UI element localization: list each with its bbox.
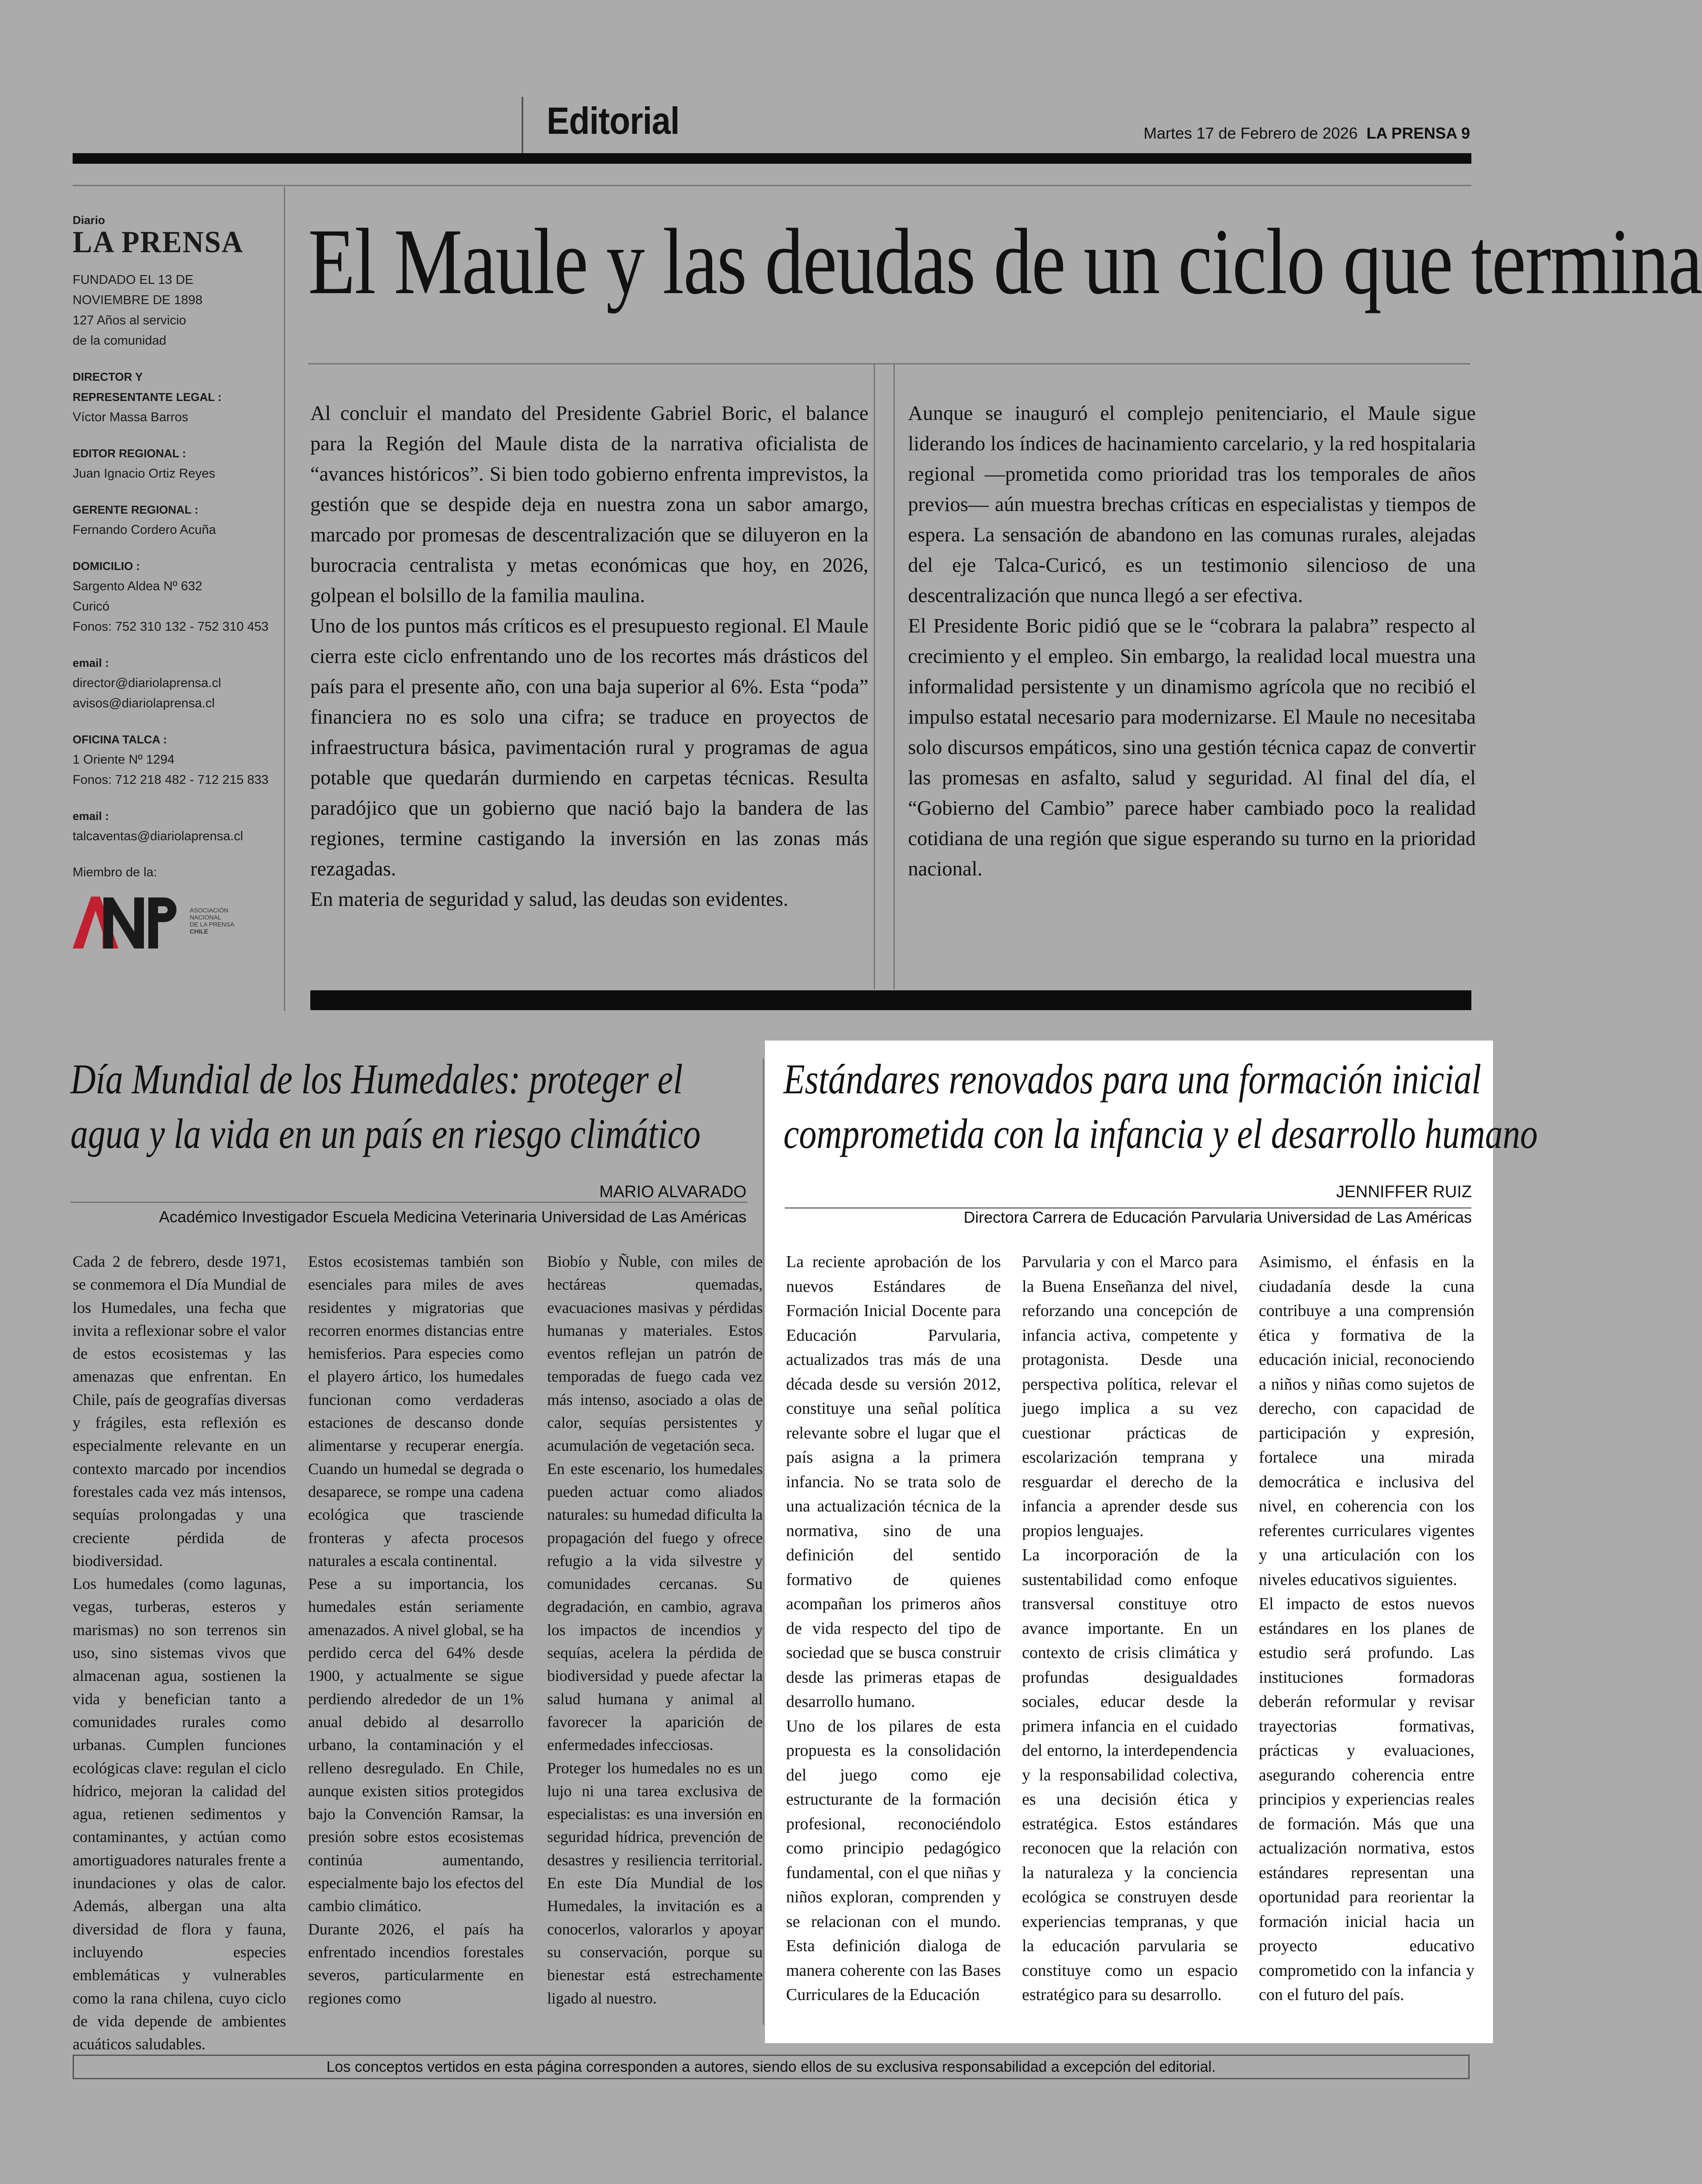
paragraph: El impacto de estos nuevos estándares en los planes de estudio será profundo. Las instituciones formadoras deberán reformular y revisar trayectorias formativas, prácticas y evaluaciones, asegurando coherencia entre principios y experiencias reales de formación. Más que una actualización normativa, estos estándares representan una oportunidad para reorientar la formación inicial hacia un proyecto educativo comprometido con la infancia y con el futuro del país. [1259,1595,1474,2004]
header-date-line [1143,124,1470,143]
article-2-role: Directora Carrera de Educación Parvularia Universidad de Las Américas [963,1208,1472,1226]
editorial-headline: El Maule y las deudas de un ciclo que termina [308,210,1702,314]
paragraph: Pese a su importancia, los humedales están seriamente amenazados. A nivel global, se ha perdido cerca del 64% desde 1900, y actualmente se sigue perdiendo alrededor de un 1% anual debido al desarrollo urbano, la contaminación y el relleno desregulado. En Chile, aunque existen sitios protegidos bajo la Convención Ramsar, la presión sobre estos ecosistemas continúa aumentando, especialmente bajo los efectos del cambio climático. [308,1575,524,1915]
paragraph: Al concluir el mandato del Presidente Gabriel Boric, el balance para la Región del Maule dista de la narrativa oficialista de “avances históricos”. Si bien todo gobierno enfrenta imprevistos, la gestión que se despide deja en nuestra zona un sabor amargo, marcado por promesas de descentralización que se diluyeron en la burocracia centralista y metas económicas que hoy, en 2026, golpean el bolsillo de la familia maulina. [310,402,868,607]
masthead-block-value: Fonos: 752 310 132 - 752 310 453 [73,620,269,634]
masthead-block-label: REPRESENTANTE LEGAL : [73,390,222,404]
masthead-block-label: email : [73,809,109,823]
article-2-title: Estándares renovados para una formación inicial comprometida con la infancia y el desarrollo humano [783,1055,1538,1157]
email-link[interactable]: avisos@diariolaprensa.cl [73,696,215,710]
paragraph: Estos ecosistemas también son esenciales para miles de aves residentes y migratorias que recorren enormes distancias entre hemisferios. Para especies como el playero ártico, los humedales funcionan como verdaderas estaciones de descanso donde alimentarse y recuperar energía. Cuando un humedal se degrada o desaparece, se rompe una cadena ecológica que trasciende fronteras y afecta procesos naturales a escala continental. [308,1253,524,1570]
editorial-column-right [908,398,1476,884]
masthead-separator [284,187,285,1011]
masthead-block-label: DIRECTOR Y [73,370,143,383]
article-1-author: MARIO ALVARADO [599,1183,746,1201]
column-rule [874,364,875,989]
masthead-block-value: Fernando Cordero Acuña [73,523,216,537]
article-1-column-3 [547,1250,763,2010]
masthead-staff [73,367,273,846]
email-link[interactable]: director@diariolaprensa.cl [73,676,221,690]
paragraph: Parvularia y con el Marco para la Buena Enseñanza del nivel, reforzando una concepción de infancia activa, competente y protagonista. Desde una perspectiva política, relevar el juego implica a su vez cuestionar prácticas de escolarización temprana y resguardar el derecho de la infancia a aprender desde sus propios lenguajes. [1022,1253,1238,1540]
paragraph: Cada 2 de febrero, desde 1971, se conmemora el Día Mundial de los Humedales, una fecha que invita a reflexionar sobre el valor de estos ecosistemas y las amenazas que enfrentan. En Chile, país de geografías diversas y frágiles, esta reflexión es especialmente relevante en un contexto marcado por incendios forestales cada vez más intensos, sequías prolongadas y una creciente pérdida de biodiversidad. [73,1253,286,1570]
masthead-kicker: Diario [73,213,105,227]
masthead-block [73,653,273,713]
masthead-logo: LA PRENSA [73,225,244,259]
header-rule-thick [73,153,1471,164]
article-2-column-3 [1259,1250,1474,2008]
masthead-block [73,806,273,846]
column-rule [893,364,895,989]
masthead-block-label: EDITOR REGIONAL : [73,447,186,460]
masthead-block-value: Sargento Aldea Nº 632 [73,579,202,593]
anp-mark-icon [73,892,187,949]
masthead [73,213,273,949]
masthead-block-value: Curicó [73,599,110,614]
masthead-block [73,367,273,427]
article-separator [763,1059,764,2025]
founded-line: NOVIEMBRE DE 1898 [73,293,202,307]
article-1-column-2 [308,1250,524,2010]
masthead-block [73,443,273,484]
masthead-block-label: email : [73,656,109,669]
masthead-block-label: DOMICILIO : [73,559,140,573]
headline-rule [308,363,1470,364]
paragraph: Aunque se inauguró el complejo penitenciario, el Maule sigue liderando los índices de hacinamiento carcelario, y la red hospitalaria regional —prometida como prioridad tras los temporales de años previos— aún muestra brechas críticas en especialistas y tiempos de espera. La sensación de abandono en las comunas rurales, alejadas del eje Talca-Curicó, es un testimonio silencioso de una descentralización que nunca llegó a ser efectiva. [908,402,1476,607]
founded-line: de la comunidad [73,334,166,348]
masthead-block-value: Fonos: 712 218 482 - 712 215 833 [73,773,269,787]
paragraph: En este escenario, los humedales pueden actuar como aliados naturales: su humedad dificulta la propagación del fuego y ofrece refugio a la vida silvestre y comunidades cercanas. Su degradación, en cambio, agrava los impactos de incendios y sequías, acelera la pérdida de biodiversidad y puede afectar la salud humana y animal al favorecer la aparición de enfermedades infecciosas. [547,1460,763,1754]
paragraph: Proteger los humedales no es un lujo ni una tarea exclusiva de especialistas: es una inversión en seguridad hídrica, prevención de desastres y resiliencia territorial. En este Día Mundial de los Humedales, la invitación es a conocerlos, valorarlos y apoyar su conservación, porque su bienestar está estrechamente ligado al nuestro. [547,1759,763,2007]
article-1-column-1 [73,1250,286,2055]
masthead-block [73,729,273,790]
header-divider [522,97,523,153]
footer-disclaimer: Los conceptos vertidos en esta página corresponden a autores, siendo ellos de su exclusiva responsabilidad a excepción del editorial. [73,2055,1470,2079]
masthead-block [73,500,273,540]
masthead-block-value: Víctor Massa Barros [73,410,188,424]
paragraph: Uno de los puntos más críticos es el presupuesto regional. El Maule cierra este ciclo enfrentando uno de los recortes más drásticos del país para el presente año, con una baja superior al 6%. Esta “poda” financiera no es solo una cifra; se traduce en proyectos de infraestructura básica, pavimentación rural y programas de agua potable que quedarán durmiendo en carpetas técnicas. Resulta paradójico que un gobierno que nació bajo la bandera de las regiones, termine castigando la inversión en las zonas más rezagadas. [310,615,868,880]
masthead-block-label: OFICINA TALCA : [73,733,167,746]
anp-logo [73,892,273,949]
masthead-block-label: GERENTE REGIONAL : [73,503,199,516]
paragraph: Los humedales (como lagunas, vegas, turberas, esteros y marismas) no son terrenos sin uso, sino sistemas vivos que almacenan agua, sostienen la vida y benefician tanto a comunidades rurales como urbanas. Cumplen funciones ecológicas clave: regulan el ciclo hídrico, mejoran la calidad del agua, retienen sedimentos y contaminantes, y actúan como amortiguadores naturales frente a inundaciones y olas de calor. Además, albergan una alta diversidad de flora y fauna, incluyendo especies emblemáticas y vulnerables como la rana chilena, cuyo ciclo de vida depende de ambientes acuáticos saludables. [73,1575,286,2053]
masthead-block-value: Juan Ignacio Ortiz Reyes [73,467,215,481]
article-1-role: Académico Investigador Escuela Medicina Veterinaria Universidad de Las Américas [159,1208,746,1226]
section-title: Editorial [547,100,680,142]
anp-logo-text: ASOCIACIÓN NACIONAL DE LA PRENSA CHILE [190,907,235,935]
masthead-founded [73,270,273,351]
paragraph: La reciente aprobación de los nuevos Estándares de Formación Inicial Docente para Educación Parvularia, actualizados tras más de una década desde su versión 2012, constituye una señal política relevante sobre el lugar que el país asigna a la primera infancia. No se trata solo de una actualización técnica de la normativa, sino de una definición del sentido formativo de quienes acompañan los primeros años de vida respecto del tipo de sociedad que se busca construir desde las primeras etapas de desarrollo humano. [786,1253,1001,1711]
paragraph: Asimismo, el énfasis en la ciudadanía desde la cuna contribuye a una comprensión ética y formativa de la educación inicial, reconociendo a niños y niñas como sujetos de derecho, con capacidad de participación y expresión, fortalece una mirada democrática e inclusiva del nivel, en coherencia con los referentes curriculares vigentes y una articulación con los niveles educativos siguientes. [1259,1253,1474,1589]
masthead-block [73,556,273,637]
paragraph: En materia de seguridad y salud, las deudas son evidentes. [310,888,788,911]
article-1-title: Día Mundial de los Humedales: proteger el agua y la vida en un país en riesgo climático [70,1055,701,1157]
article-2-author: JENNIFFER RUIZ [1336,1183,1472,1201]
founded-line: 127 Años al servicio [73,313,186,327]
header-rule-thin [73,185,1471,186]
member-label: Miembro de la: [73,865,157,879]
editorial-column-left [310,398,868,915]
issue-date: Martes 17 de Febrero de 2026 [1143,124,1358,142]
founded-line: FUNDADO EL 13 DE [73,273,194,287]
paragraph: Durante 2026, el país ha enfrentado incendios forestales severos, particularmente en regiones como [308,1920,524,2007]
article-2-column-2 [1022,1250,1238,2008]
email-link[interactable]: talcaventas@diariolaprensa.cl [73,829,243,843]
paragraph: Uno de los pilares de esta propuesta es la consolidación del juego como eje estructurante de la formación profesional, reconociéndolo como principio pedagógico fundamental, con el que niñas y niños exploran, comprenden y se relacionan con el mundo. Esta definición dialoga de manera coherente con las Bases Curriculares de la Educación [786,1717,1001,2004]
paragraph: Biobío y Ñuble, con miles de hectáreas quemadas, evacuaciones masivas y pérdidas humanas y materiales. Estos eventos reflejan un patrón de temporadas de fuego cada vez más intenso, asociado a olas de calor, sequías persistentes y acumulación de vegetación seca. [547,1253,763,1455]
paragraph: La incorporación de la sustentabilidad como enfoque transversal constituye otro avance importante. En un contexto de crisis climática y profundas desigualdades sociales, educar desde la primera infancia en el cuidado del entorno, la interdependencia y la responsabilidad colectiva, es una decisión ética y estratégica. Estos estándares reconocen que la relación con la naturaleza y la conciencia ecológica se construyen desde experiencias tempranas, y que la educación parvularia se constituye como un espacio estratégico para su desarrollo. [1022,1546,1238,2004]
masthead-block-value: 1 Oriente Nº 1294 [73,753,175,767]
article-2-column-1 [786,1250,1001,2008]
paragraph: El Presidente Boric pidió que se le “cobrara la palabra” respecto al crecimiento y el empleo. Sin embargo, la realidad local muestra una informalidad persistente y un dinamismo agrícola que no recibió el impulso estatal necesario para modernizarse. El Maule no necesitaba solo discursos empáticos, sino una gestión técnica capaz de convertir las promesas en asfalto, salud y seguridad. Al final del día, el “Gobierno del Cambio” parece haber cambiado poco la realidad cotidiana de una región que sigue esperando su turno en la prioridad nacional. [908,615,1476,880]
editorial-bottom-bar [310,990,1471,1010]
page-reference: LA PRENSA 9 [1366,124,1470,142]
article-1-rule [70,1202,747,1203]
